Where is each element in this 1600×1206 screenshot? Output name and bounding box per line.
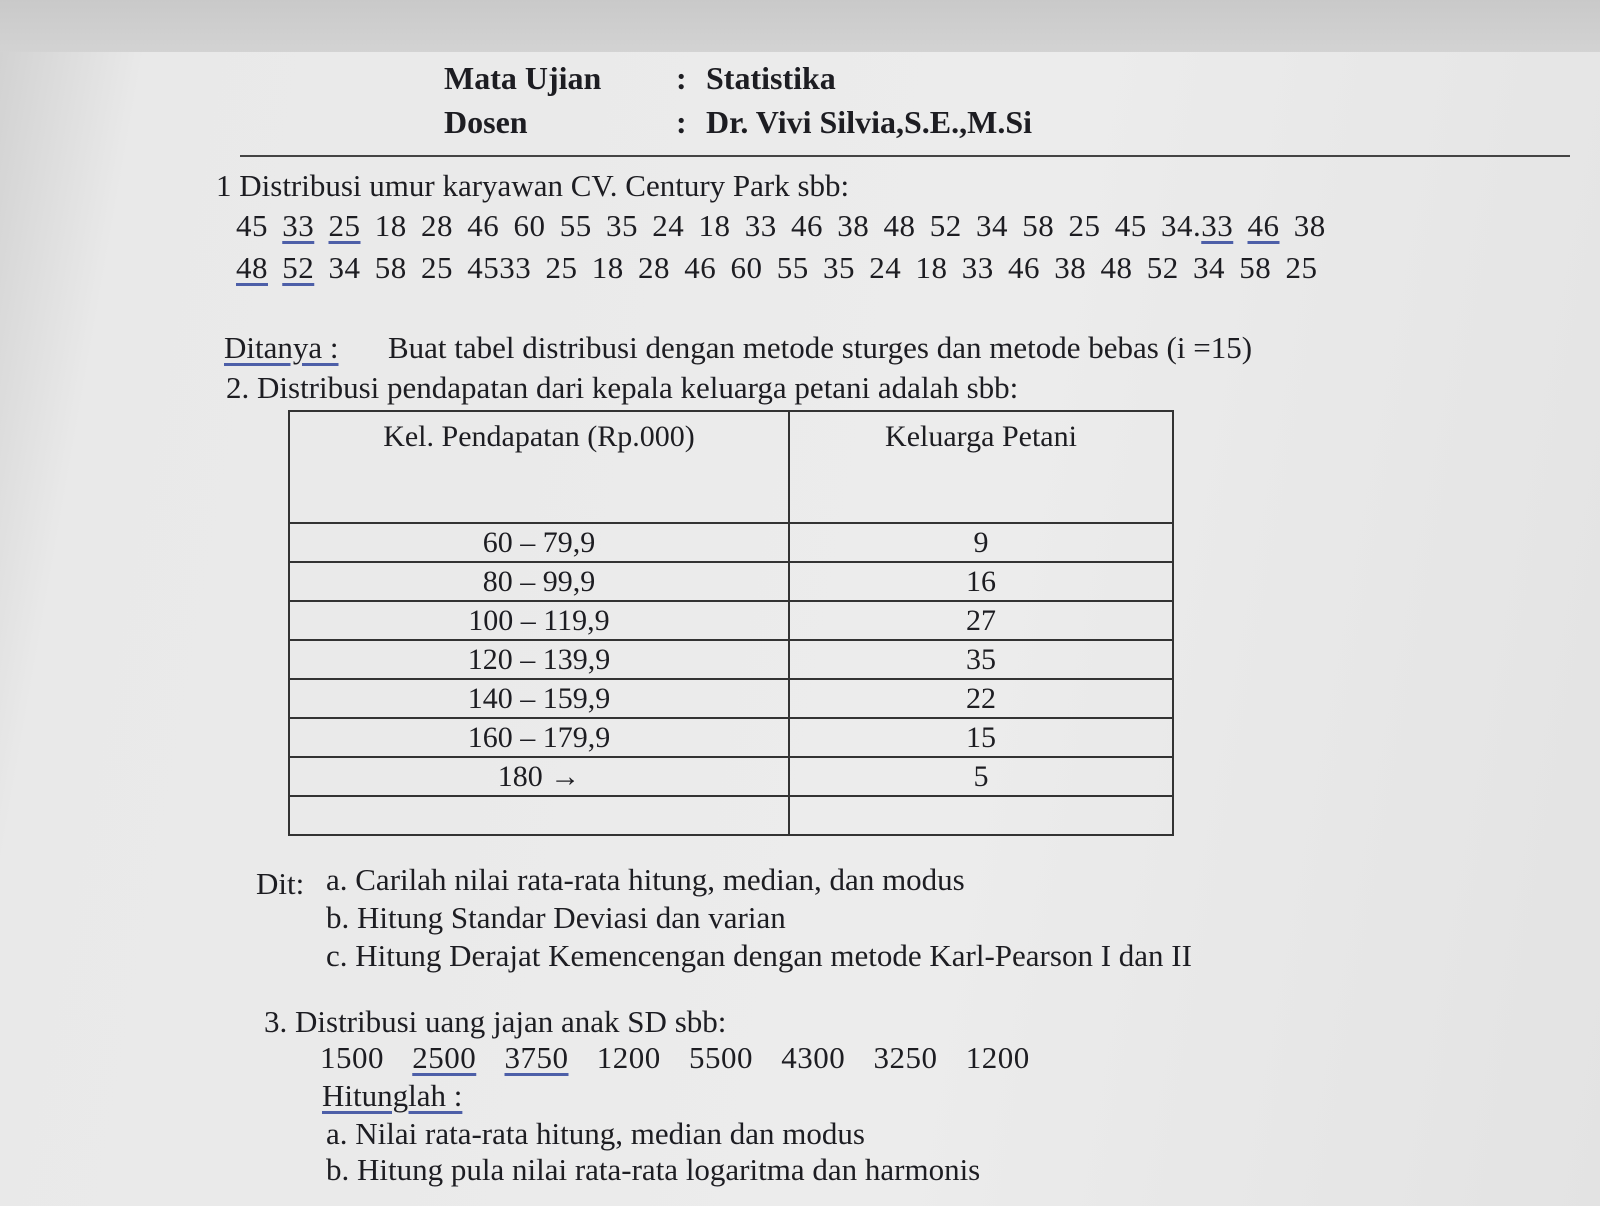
- q3-asked-label: Hitunglah :: [322, 1078, 463, 1113]
- q3-value: 3750: [504, 1040, 569, 1075]
- empty-cell: [789, 796, 1173, 835]
- family-count-cell: 16: [789, 562, 1173, 601]
- q1-value: 24: [652, 208, 685, 243]
- q1-value: 38: [1293, 208, 1326, 243]
- income-class-cell: 80 – 99,9: [289, 562, 789, 601]
- q1-data-line-1: [236, 208, 1326, 244]
- q1-value: 55: [559, 208, 592, 243]
- q1-value: 18: [374, 208, 407, 243]
- q1-value: 58: [374, 250, 407, 285]
- q3-value: 3250: [873, 1040, 938, 1075]
- income-class-cell: 180 →: [289, 757, 789, 796]
- q1-value: 18: [915, 250, 948, 285]
- table-empty-row: [289, 796, 1173, 835]
- q2-item-b: b. Hitung Standar Deviasi dan varian: [326, 900, 786, 935]
- q1-value: 38: [837, 208, 870, 243]
- income-class-cell: 120 – 139,9: [289, 640, 789, 679]
- header-divider: [240, 155, 1570, 157]
- q1-asked-label: Ditanya :: [224, 330, 339, 365]
- q1-value: 25: [545, 250, 578, 285]
- q2-item-a: a. Carilah nilai rata-rata hitung, median, dan modus: [326, 862, 965, 897]
- table-row: [289, 757, 1173, 796]
- q3-value: 1200: [965, 1040, 1030, 1075]
- q1-value: 33: [744, 208, 777, 243]
- q1-value: 4533: [467, 250, 532, 285]
- subject-value: Statistika: [706, 60, 836, 96]
- q1-value: 45: [236, 208, 268, 243]
- q1-value: 48: [883, 208, 916, 243]
- q1-value: 52: [282, 250, 315, 285]
- q1-value: 34: [328, 250, 361, 285]
- q1-value: 33: [1201, 208, 1234, 243]
- q2-dit-label: Dit:: [256, 866, 305, 901]
- income-class-cell: 100 – 119,9: [289, 601, 789, 640]
- family-count-cell: 27: [789, 601, 1173, 640]
- subject-separator: :: [676, 60, 687, 96]
- background-band: [0, 0, 1600, 58]
- family-count-cell: 9: [789, 523, 1173, 562]
- q3-value: 1500: [320, 1040, 384, 1075]
- q3-value: 5500: [689, 1040, 753, 1075]
- q1-value: 46: [684, 250, 717, 285]
- table-header-income: Kel. Pendapatan (Rp.000): [289, 411, 789, 523]
- q1-value: 34.: [1161, 208, 1202, 243]
- q1-asked-text: Buat tabel distribusi dengan metode sturges dan metode bebas (i =15): [388, 330, 1253, 365]
- lecturer-value: Dr. Vivi Silvia,S.E.,M.Si: [706, 104, 1032, 140]
- q1-value: 45: [1114, 208, 1147, 243]
- q3-title: 3. Distribusi uang jajan anak SD sbb:: [264, 1004, 727, 1039]
- table-row: [289, 718, 1173, 757]
- q1-value: 18: [591, 250, 624, 285]
- q1-value: 58: [1239, 250, 1272, 285]
- q1-value: 28: [421, 208, 453, 243]
- q1-value: 46: [1008, 250, 1040, 285]
- family-count-cell: 15: [789, 718, 1173, 757]
- q1-value: 52: [1146, 250, 1179, 285]
- q3-value: 1200: [596, 1040, 661, 1075]
- lecturer-label: Dosen: [444, 104, 528, 140]
- q1-value: 48: [236, 250, 268, 285]
- family-count-cell: 35: [789, 640, 1173, 679]
- q1-value: 34: [1193, 250, 1225, 285]
- q1-value: 52: [929, 208, 962, 243]
- table-header-row: [289, 411, 1173, 523]
- q1-value: 18: [698, 208, 731, 243]
- q3-value: 2500: [412, 1040, 477, 1075]
- q1-value: 60: [730, 250, 763, 285]
- q3-item-b: b. Hitung pula nilai rata-rata logaritma dan harmonis: [326, 1152, 981, 1187]
- q1-value: 55: [776, 250, 809, 285]
- q1-value: 46: [467, 208, 500, 243]
- q1-value: 58: [1022, 208, 1055, 243]
- income-class-cell: 140 – 159,9: [289, 679, 789, 718]
- q1-value: 34: [976, 208, 1008, 243]
- q1-value: 35: [823, 250, 855, 285]
- q1-value: 46: [1247, 208, 1280, 243]
- table-row: [289, 523, 1173, 562]
- q1-value: 60: [513, 208, 546, 243]
- q1-data-line-2: [236, 250, 1318, 286]
- table-row: [289, 601, 1173, 640]
- table-row: [289, 679, 1173, 718]
- q1-value: 48: [1100, 250, 1133, 285]
- q1-value: 25: [1068, 208, 1101, 243]
- family-count-cell: 22: [789, 679, 1173, 718]
- q1-title: 1 Distribusi umur karyawan CV. Century Park sbb:: [216, 168, 850, 203]
- income-class-cell: 160 – 179,9: [289, 718, 789, 757]
- q2-item-c: c. Hitung Derajat Kemencengan dengan metode Karl-Pearson I dan II: [326, 938, 1192, 973]
- family-count-cell: 5: [789, 757, 1173, 796]
- subject-label: Mata Ujian: [444, 60, 602, 96]
- q1-value: 38: [1054, 250, 1087, 285]
- table-row: [289, 640, 1173, 679]
- income-class-cell: 60 – 79,9: [289, 523, 789, 562]
- q1-value: 35: [606, 208, 638, 243]
- q3-values: [320, 1040, 1030, 1076]
- income-distribution-table: [288, 410, 1174, 836]
- q1-value: 46: [791, 208, 823, 243]
- q3-item-a: a. Nilai rata-rata hitung, median dan modus: [326, 1116, 865, 1151]
- q1-value: 25: [1285, 250, 1318, 285]
- q1-value: 28: [638, 250, 670, 285]
- table-row: [289, 562, 1173, 601]
- empty-cell: [289, 796, 789, 835]
- q1-value: 25: [328, 208, 361, 243]
- q1-value: 33: [961, 250, 994, 285]
- lecturer-separator: :: [676, 104, 687, 140]
- table-header-families: Keluarga Petani: [789, 411, 1173, 523]
- q1-value: 24: [869, 250, 902, 285]
- q2-title: 2. Distribusi pendapatan dari kepala keluarga petani adalah sbb:: [226, 370, 1019, 405]
- q1-value: 25: [421, 250, 453, 285]
- q3-value: 4300: [781, 1040, 846, 1075]
- q1-value: 33: [282, 208, 315, 243]
